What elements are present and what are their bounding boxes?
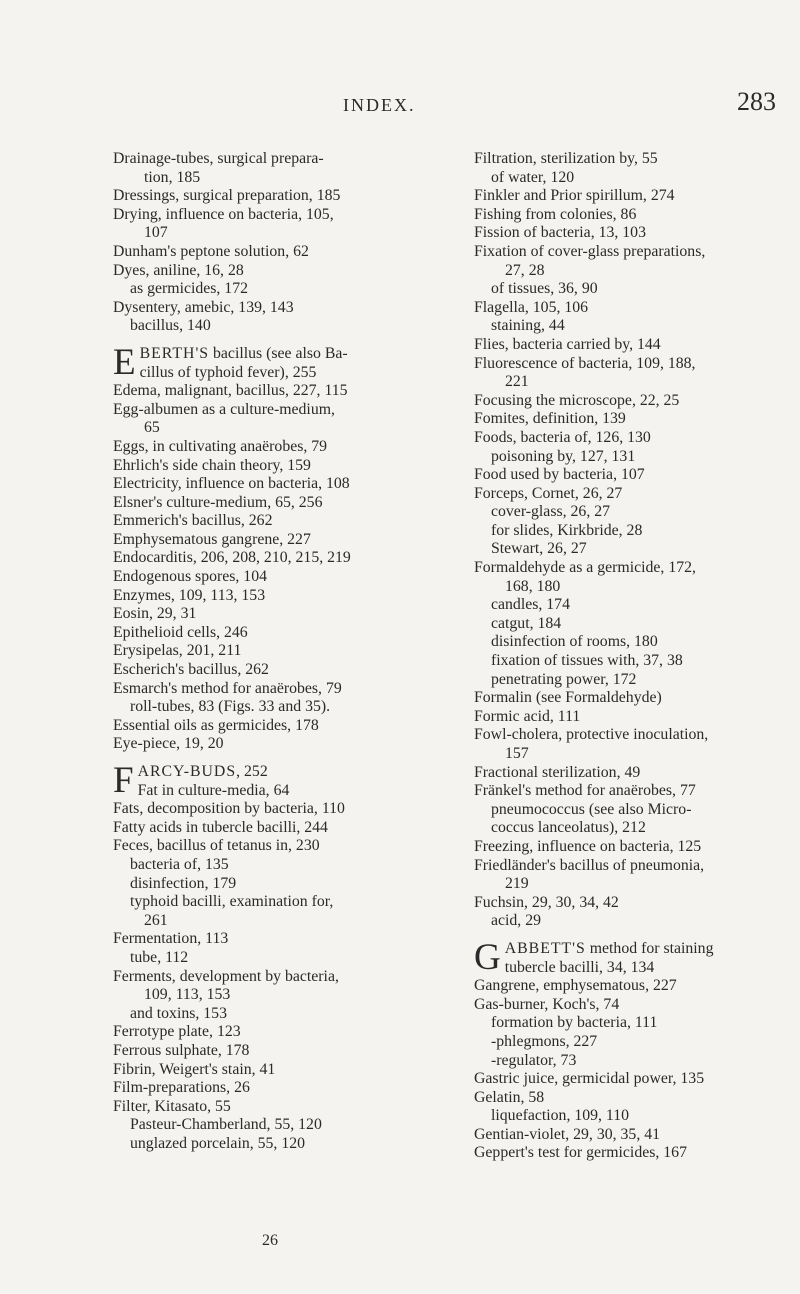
index-entry: Food used by bacteria, 107 <box>474 466 645 484</box>
index-entry: Escherich's bacillus, 262 <box>113 661 269 679</box>
entries-e <box>113 382 458 754</box>
index-entry: Fermentation, 113 <box>113 930 229 948</box>
index-entry: -regulator, 73 <box>491 1051 577 1069</box>
index-entry: Freezing, influence on bacteria, 125 <box>474 837 702 855</box>
index-entry: fixation of tissues with, 37, 38 <box>491 652 683 670</box>
index-entry: as germicides, 172 <box>130 280 249 298</box>
index-entry: Focusing the microscope, 22, 25 <box>474 391 680 409</box>
index-entry: Flies, bacteria carried by, 144 <box>474 335 661 353</box>
index-entry: Essential oils as germicides, 178 <box>113 716 319 734</box>
section-f-heading: FARCY-BUDS, 252 Fat in culture-media, 64 <box>113 760 290 801</box>
index-entry: -phlegmons, 227 <box>491 1032 598 1050</box>
running-head: INDEX. <box>343 95 416 115</box>
index-entry: Gas-burner, Koch's, 74 <box>474 995 620 1013</box>
right-column <box>474 150 800 1163</box>
entries-g <box>474 977 800 1163</box>
index-entry: disinfection, 179 <box>130 874 237 892</box>
index-entry: 65 <box>144 419 160 437</box>
index-entry: Eggs, in cultivating anaërobes, 79 <box>113 437 328 455</box>
drop-cap-e: E <box>113 341 136 383</box>
index-entry: 168, 180 <box>505 577 561 595</box>
index-entry: pneumococcus (see also Micro- <box>491 800 692 818</box>
index-entry: Stewart, 26, 27 <box>491 540 587 558</box>
index-entry: bacteria of, 135 <box>130 855 229 873</box>
index-entry: tion, 185 <box>144 168 201 186</box>
entries-d <box>113 150 458 336</box>
index-entry: Ferrous sulphate, 178 <box>113 1041 250 1059</box>
index-entry: Dyes, aniline, 16, 28 <box>113 261 244 279</box>
index-entry: Endogenous spores, 104 <box>113 568 268 586</box>
index-entry: candles, 174 <box>491 596 570 614</box>
index-entry: Fractional sterilization, 49 <box>474 763 641 781</box>
index-entry: for slides, Kirkbride, 28 <box>491 521 643 539</box>
index-entry: Egg-albumen as a culture-medium, <box>113 400 335 418</box>
index-entry: penetrating power, 172 <box>491 670 637 688</box>
index-entry: Drying, influence on bacteria, 105, <box>113 205 334 223</box>
index-entry: Pasteur-Chamberland, 55, 120 <box>130 1116 322 1134</box>
index-entry: cover-glass, 26, 27 <box>491 503 611 521</box>
index-entry: Dysentery, amebic, 139, 143 <box>113 298 294 316</box>
index-entry: unglazed porcelain, 55, 120 <box>130 1134 306 1152</box>
index-entry: Ferrotype plate, 123 <box>113 1023 241 1041</box>
index-entry: Fluorescence of bacteria, 109, 188, <box>474 354 696 372</box>
index-entry: 27, 28 <box>505 261 545 279</box>
index-entry: Enzymes, 109, 113, 153 <box>113 586 266 604</box>
index-entry: 157 <box>505 745 529 762</box>
page-header <box>0 87 800 125</box>
index-entry: Film-preparations, 26 <box>113 1079 250 1097</box>
index-entry: bacillus, 140 <box>130 317 211 335</box>
index-entry: Gangrene, emphysematous, 227 <box>474 977 677 995</box>
index-entry: staining, 44 <box>491 317 565 335</box>
index-entry: Emmerich's bacillus, 262 <box>113 512 273 530</box>
index-entry: Friedländer's bacillus of pneumonia, <box>474 856 705 874</box>
index-entry: Fishing from colonies, 86 <box>474 205 637 223</box>
index-entry: Ehrlich's side chain theory, 159 <box>113 456 311 474</box>
index-entry: Erysipelas, 201, 211 <box>113 642 242 660</box>
index-entry: Geppert's test for germicides, 167 <box>474 1144 687 1162</box>
index-entry: 261 <box>144 911 168 929</box>
index-entry: and toxins, 153 <box>130 1004 227 1022</box>
index-entry: Fuchsin, 29, 30, 34, 42 <box>474 893 619 911</box>
index-entry: Fatty acids in tubercle bacilli, 244 <box>113 818 328 836</box>
index-entry: Eosin, 29, 31 <box>113 605 197 623</box>
index-entry: tube, 112 <box>130 948 189 966</box>
index-entry: Fats, decomposition by bacteria, 110 <box>113 800 345 818</box>
index-entry: Fowl-cholera, protective inoculation, <box>474 726 709 744</box>
index-entry: Epithelioid cells, 246 <box>113 623 248 641</box>
section-e-heading: EBERTH'S bacillus (see also Ba- cillus of typhoid fever), 255 <box>113 341 348 383</box>
index-entry: Endocarditis, 206, 208, 210, 215, 219 <box>113 549 351 567</box>
index-entry: Gentian-violet, 29, 30, 35, 41 <box>474 1125 661 1143</box>
index-entry: of water, 120 <box>491 168 575 186</box>
index-entry: Fission of bacteria, 13, 103 <box>474 224 646 242</box>
index-entry: 109, 113, 153 <box>144 986 231 1004</box>
left-column <box>113 150 458 1153</box>
index-entry: Formic acid, 111 <box>474 707 581 725</box>
index-entry: Fibrin, Weigert's stain, 41 <box>113 1060 276 1078</box>
index-entry: catgut, 184 <box>491 614 562 632</box>
index-entry: Filtration, sterilization by, 55 <box>474 150 658 167</box>
index-entry: poisoning by, 127, 131 <box>491 447 636 465</box>
index-entry: Forceps, Cornet, 26, 27 <box>474 484 623 502</box>
index-entry: Foods, bacteria of, 126, 130 <box>474 428 651 446</box>
index-entry: Formalin (see Formaldehyde) <box>474 689 662 707</box>
index-entry: Dressings, surgical preparation, 185 <box>113 187 341 205</box>
index-entry: Formaldehyde as a germicide, 172, <box>474 559 696 577</box>
index-entry: liquefaction, 109, 110 <box>491 1107 630 1125</box>
signature-mark: 26 <box>262 1232 278 1249</box>
index-entry: Finkler and Prior spirillum, 274 <box>474 187 675 205</box>
index-entry: Flagella, 105, 106 <box>474 298 589 316</box>
index-entry: Elsner's culture-medium, 65, 256 <box>113 493 323 511</box>
index-entry: coccus lanceolatus), 212 <box>491 819 646 837</box>
page-number: 283 <box>737 87 776 116</box>
index-entry: Fixation of cover-glass preparations, <box>474 242 706 260</box>
index-entry: roll-tubes, 83 (Figs. 33 and 35). <box>130 698 331 716</box>
index-entry: Ferments, development by bacteria, <box>113 967 339 985</box>
index-entry: Feces, bacillus of tetanus in, 230 <box>113 837 320 855</box>
drop-cap-g: G <box>474 936 501 978</box>
index-entry: Edema, malignant, bacillus, 227, 115 <box>113 382 348 400</box>
index-entry: 221 <box>505 373 529 391</box>
index-entry: 219 <box>505 875 529 893</box>
index-entry: Fomites, definition, 139 <box>474 410 626 428</box>
entries-f-cont <box>474 150 800 931</box>
index-entry: Fränkel's method for anaërobes, 77 <box>474 782 696 800</box>
index-entry: Dunham's peptone solution, 62 <box>113 242 309 260</box>
index-entry: Drainage-tubes, surgical prepara- <box>113 150 324 167</box>
index-entry: Eye-piece, 19, 20 <box>113 735 224 753</box>
index-entry: acid, 29 <box>491 912 542 930</box>
index-entry: Esmarch's method for anaërobes, 79 <box>113 679 342 697</box>
drop-cap-f: F <box>113 760 134 801</box>
index-entry: Gastric juice, germicidal power, 135 <box>474 1070 705 1088</box>
index-entry: Filter, Kitasato, 55 <box>113 1097 231 1115</box>
index-entry: Gelatin, 58 <box>474 1088 545 1106</box>
index-entry: of tissues, 36, 90 <box>491 280 598 298</box>
index-entry: formation by bacteria, 111 <box>491 1014 658 1032</box>
index-entry: Emphysematous gangrene, 227 <box>113 530 311 548</box>
section-g-heading: GABBETT'S method for staining tubercle bacilli, 34, 134 <box>474 936 714 978</box>
index-entry: 107 <box>144 224 168 242</box>
index-entry: typhoid bacilli, examination for, <box>130 893 334 911</box>
entries-f <box>113 800 458 1153</box>
index-entry: Electricity, influence on bacteria, 108 <box>113 475 350 493</box>
index-entry: disinfection of rooms, 180 <box>491 633 658 651</box>
